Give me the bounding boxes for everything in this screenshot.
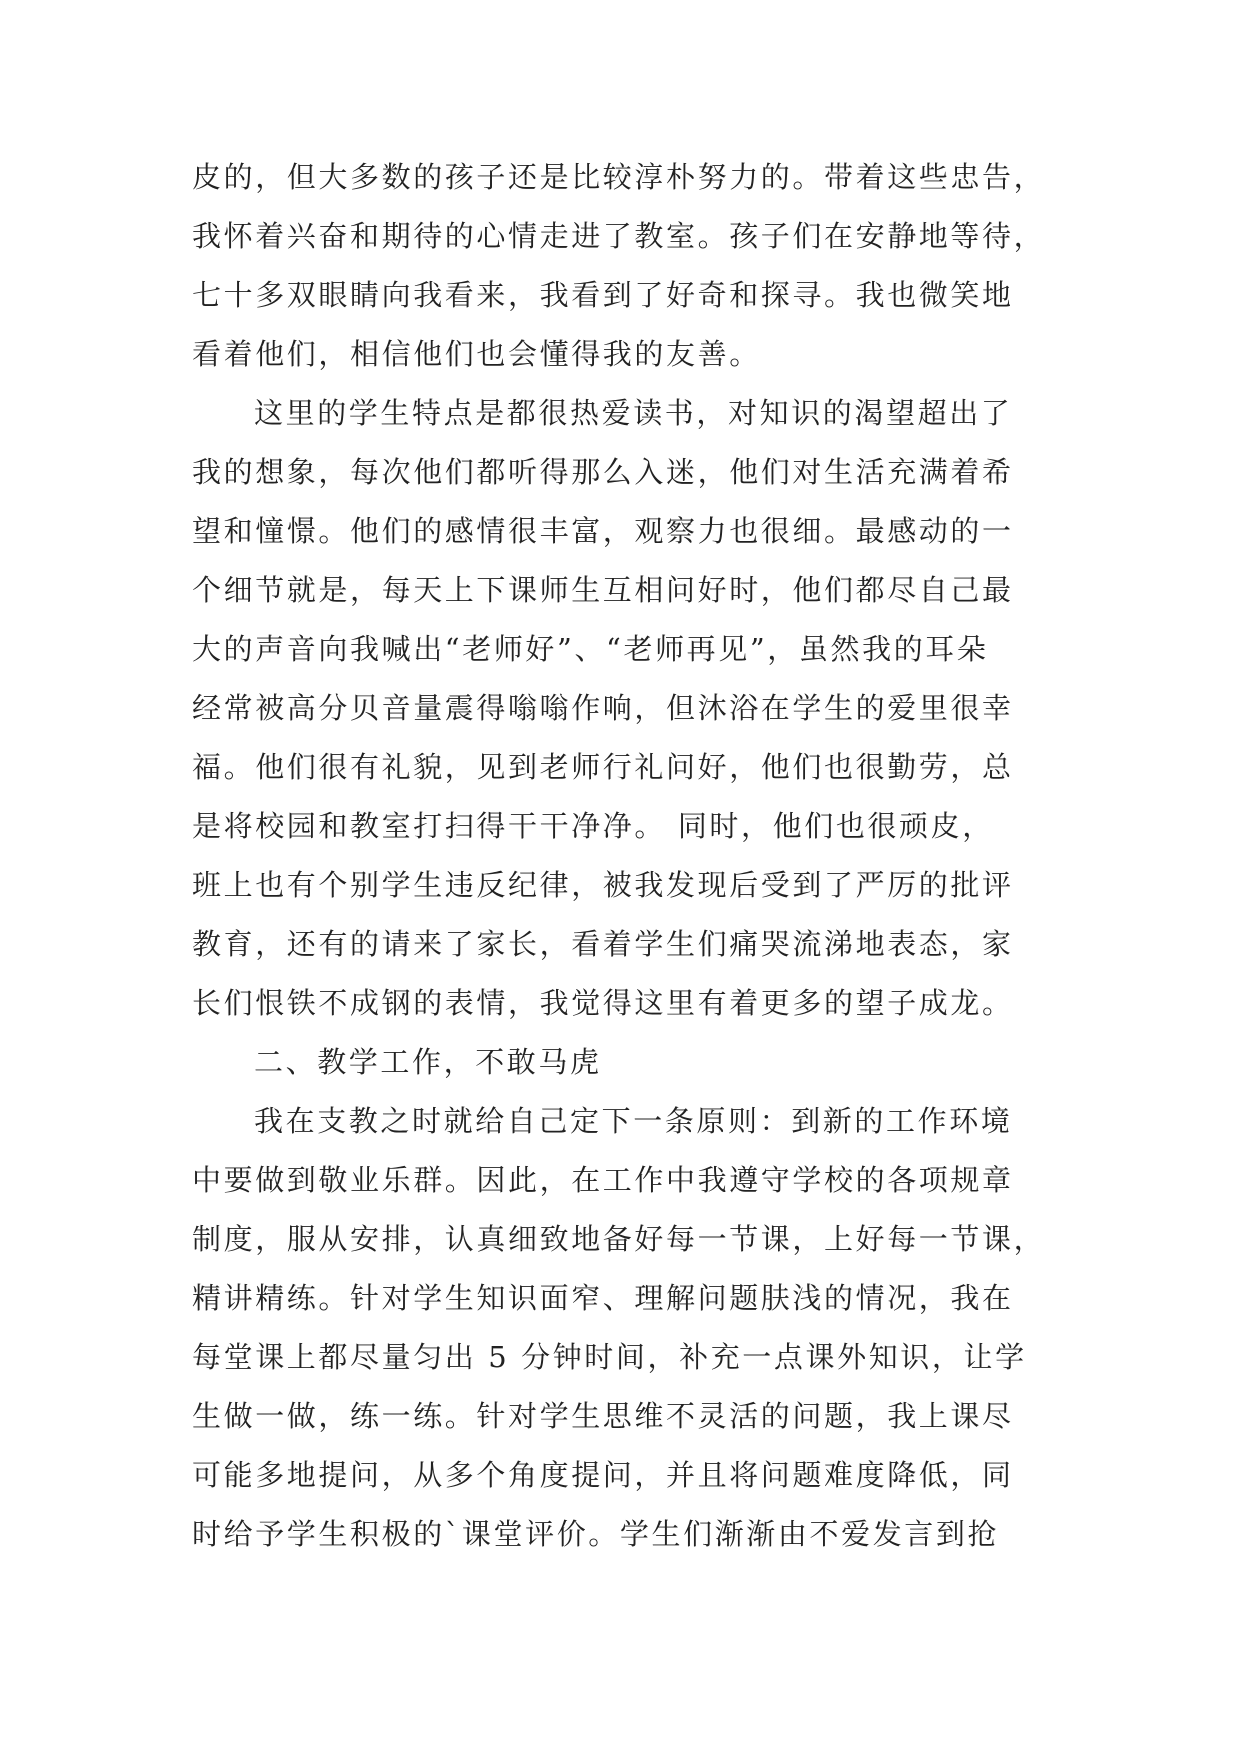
text-line: 这里的学生特点是都很热爱读书，对知识的渴望超出了 [254, 396, 1013, 430]
text-line: 经常被高分贝音量震得嗡嗡作响，但沐浴在学生的爱里很幸 [192, 691, 1014, 725]
text-line: 教育，还有的请来了家长，看着学生们痛哭流涕地表态，家 [192, 927, 1014, 961]
text-line: 精讲精练。针对学生知识面窄、理解问题肤浅的情况，我在 [192, 1281, 1014, 1315]
text-line: 可能多地提问，从多个角度提问，并且将问题难度降低，同 [192, 1458, 1014, 1492]
text-line: 中要做到敬业乐群。因此，在工作中我遵守学校的各项规章 [192, 1163, 1014, 1197]
text-line: 看着他们，相信他们也会懂得我的友善。 [192, 337, 761, 371]
text-line: 我在支教之时就给自己定下一条原则：到新的工作环境 [254, 1104, 1013, 1138]
text-line: 七十多双眼睛向我看来，我看到了好奇和探寻。我也微笑地 [192, 278, 1014, 312]
text-line: 每堂课上都尽量匀出 5 分钟时间，补充一点课外知识，让学 [192, 1340, 1027, 1374]
body-text [192, 148, 1092, 1564]
section-heading: 二、教学工作，不敢马虎 [254, 1045, 602, 1079]
text-line: 制度，服从安排，认真细致地备好每一节课，上好每一节课， [192, 1222, 1046, 1256]
text-line: 长们恨铁不成钢的表情，我觉得这里有着更多的望子成龙。 [192, 986, 1014, 1020]
text-line: 望和憧憬。他们的感情很丰富，观察力也很细。最感动的一 [192, 514, 1014, 548]
text-line: 我怀着兴奋和期待的心情走进了教室。孩子们在安静地等待， [192, 219, 1046, 253]
text-line: 个细节就是，每天上下课师生互相问好时，他们都尽自己最 [192, 573, 1014, 607]
text-line: 大的声音向我喊出“老师好”、“老师再见”，虽然我的耳朵 [192, 632, 989, 666]
text-line: 班上也有个别学生违反纪律，被我发现后受到了严厉的批评 [192, 868, 1014, 902]
text-line: 是将校园和教室打扫得干干净净。 同时，他们也很顽皮， [192, 809, 994, 843]
text-line: 福。他们很有礼貌，见到老师行礼问好，他们也很勤劳，总 [192, 750, 1014, 784]
text-line: 皮的，但大多数的孩子还是比较淳朴努力的。带着这些忠告， [192, 160, 1046, 194]
text-line: 我的想象，每次他们都听得那么入迷，他们对生活充满着希 [192, 455, 1014, 489]
text-line: 生做一做，练一练。针对学生思维不灵活的问题，我上课尽 [192, 1399, 1014, 1433]
text-line: 时给予学生积极的`课堂评价。学生们渐渐由不爱发言到抢 [192, 1517, 1000, 1551]
